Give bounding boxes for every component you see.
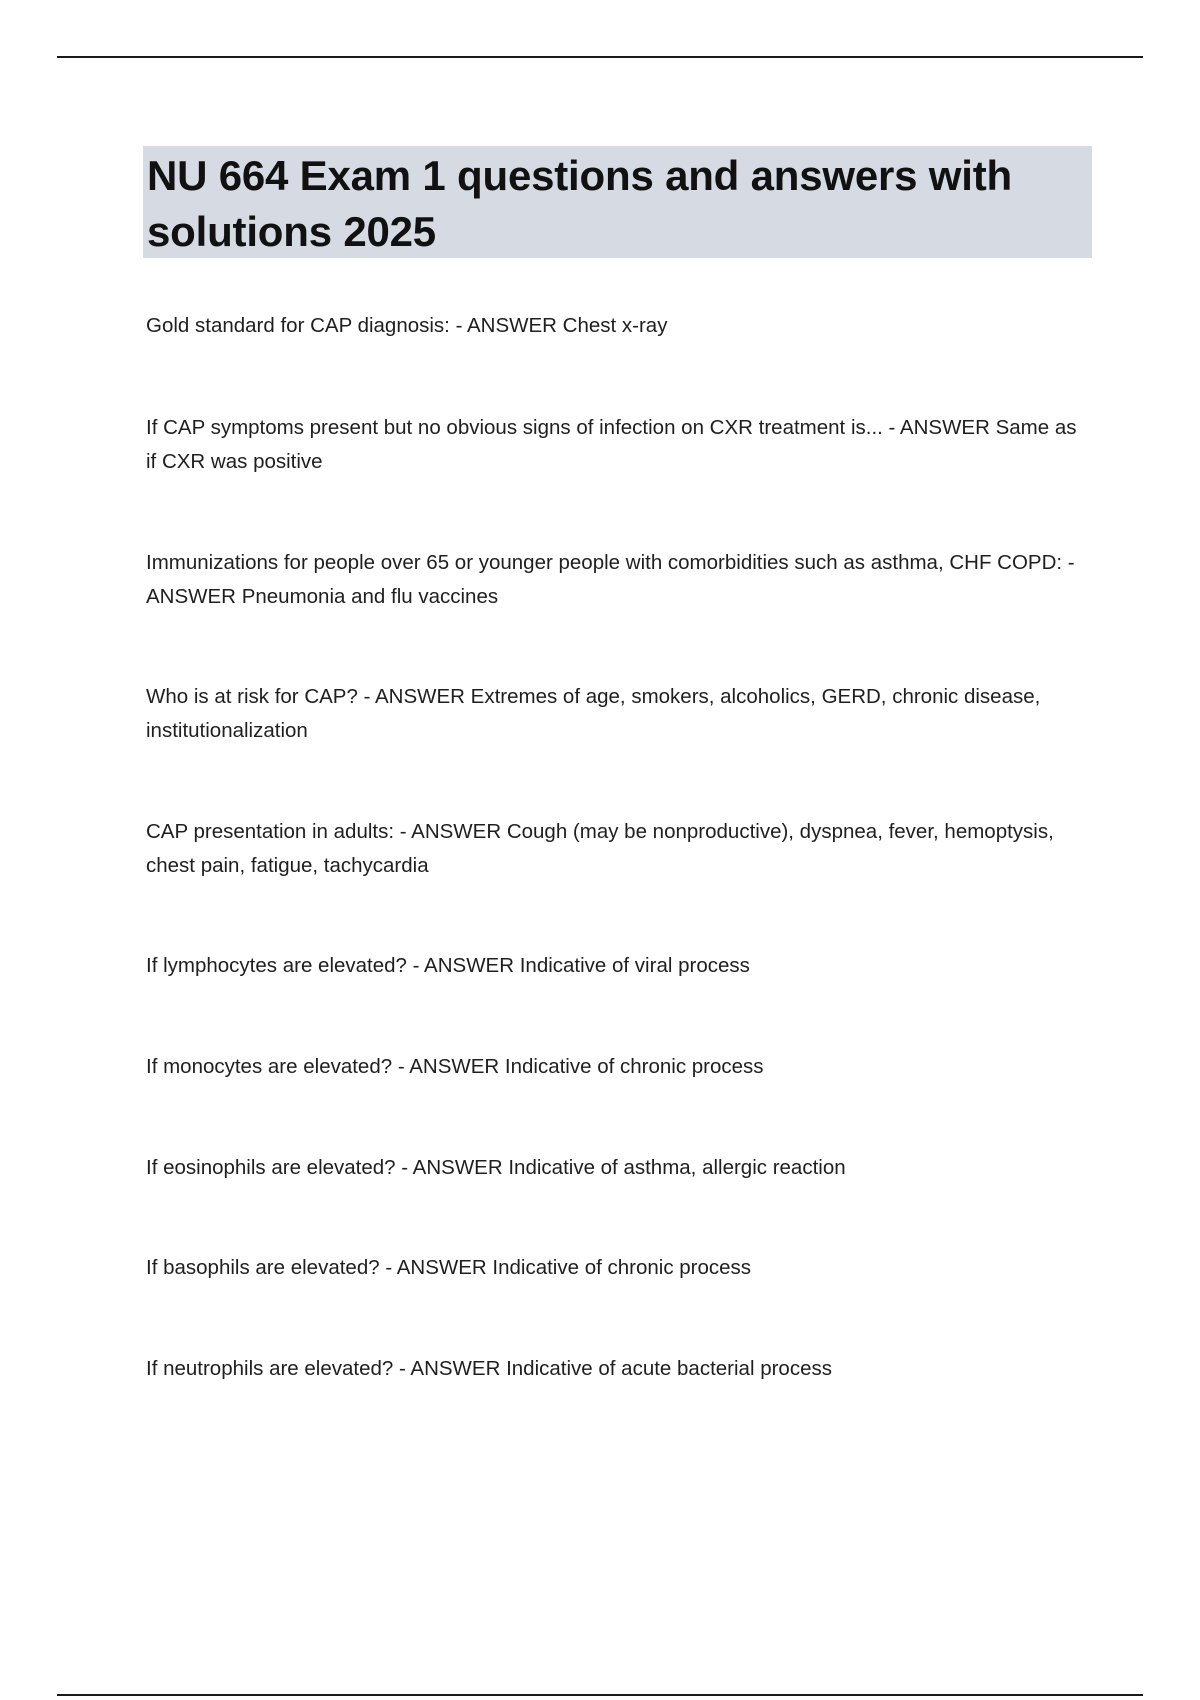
qa-item-4 (146, 680, 1086, 748)
title-banner (143, 146, 1092, 258)
answer-text: Cough (may be nonproductive), dyspnea, fever, hemoptysis, chest pain, fatigue, tachycardia (146, 820, 1054, 877)
question-text: If basophils are elevated? (146, 1256, 380, 1279)
answer-separator: - ANSWER (882, 416, 996, 439)
answer-text: Extremes of age, smokers, alcoholics, GERD, chronic disease, institutionalization (146, 685, 1041, 742)
qa-item-7 (146, 1050, 1086, 1084)
question-text: If eosinophils are elevated? (146, 1156, 396, 1179)
qa-item-1 (146, 309, 1086, 343)
question-text: If CAP symptoms present but no obvious signs of infection on CXR treatment is... (146, 416, 883, 439)
question-text: CAP presentation in adults: (146, 820, 395, 843)
answer-separator: - ANSWER (394, 820, 507, 843)
answer-text: Chest x-ray (562, 314, 668, 337)
qa-item-5 (146, 815, 1086, 883)
question-text: Gold standard for CAP diagnosis: (146, 314, 450, 337)
question-text: Immunizations for people over 65 or younger people with comorbidities such as asthma, CHF COPD: (146, 551, 1063, 574)
answer-text: Same as if CXR was positive (146, 416, 1077, 473)
answer-separator: - ANSWER (379, 1256, 493, 1279)
answer-separator: - ANSWER (146, 551, 1075, 608)
answer-separator: - ANSWER (357, 685, 471, 708)
qa-item-3 (146, 546, 1086, 614)
answer-separator: - ANSWER (392, 1055, 505, 1078)
qa-item-8 (146, 1151, 1086, 1185)
qa-item-6 (146, 949, 1086, 983)
qa-item-2 (146, 411, 1086, 479)
answer-text: Indicative of acute bacterial process (506, 1357, 832, 1380)
qa-item-10 (146, 1352, 1086, 1386)
answer-text: Indicative of viral process (519, 954, 750, 977)
question-text: If neutrophils are elevated? (146, 1357, 394, 1380)
answer-separator: - ANSWER (393, 1357, 507, 1380)
question-text: Who is at risk for CAP? (146, 685, 358, 708)
answer-text: Pneumonia and flu vaccines (241, 585, 499, 608)
answer-text: Indicative of chronic process (504, 1055, 764, 1078)
question-text: If monocytes are elevated? (146, 1055, 393, 1078)
answer-text: Indicative of chronic process (492, 1256, 752, 1279)
top-rule (57, 56, 1143, 58)
answer-separator: - ANSWER (449, 314, 563, 337)
answer-separator: - ANSWER (395, 1156, 509, 1179)
answer-text: Indicative of asthma, allergic reaction (508, 1156, 846, 1179)
qa-item-9 (146, 1251, 1086, 1285)
bottom-rule (57, 1694, 1143, 1696)
page-title: NU 664 Exam 1 questions and answers with solutions 2025 (147, 152, 1012, 255)
question-text: If lymphocytes are elevated? (146, 954, 407, 977)
answer-separator: - ANSWER (406, 954, 520, 977)
